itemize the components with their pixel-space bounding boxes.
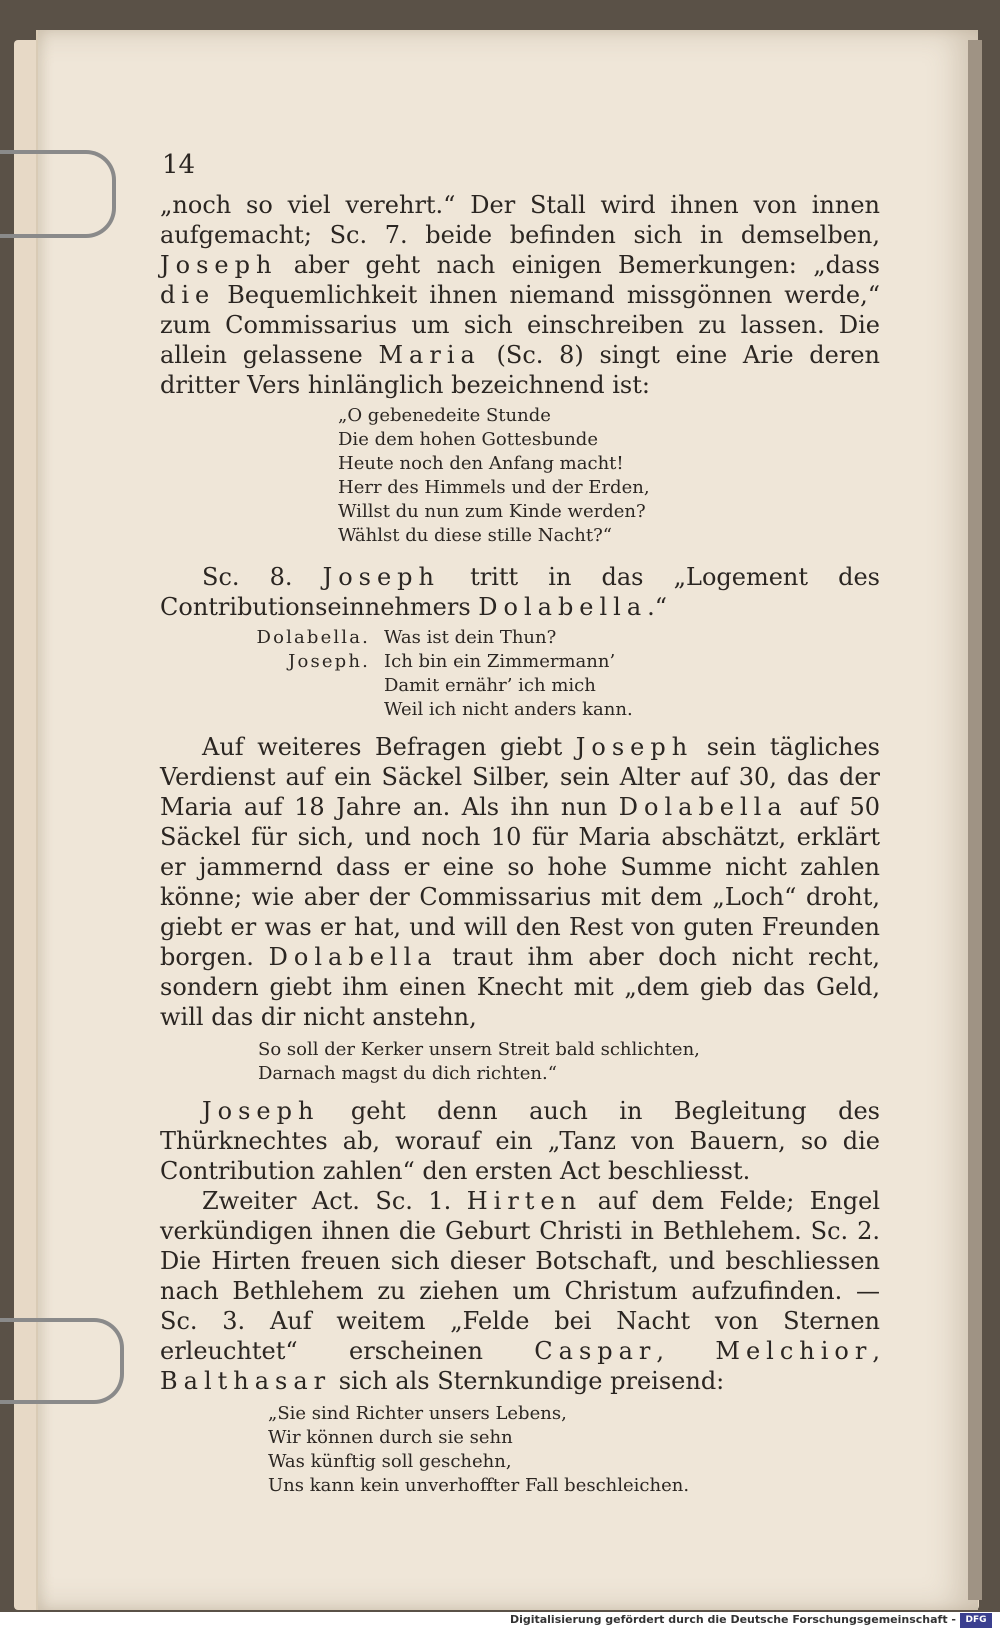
- prose-top: [160, 190, 880, 400]
- text-run: Sc. 8.: [202, 563, 323, 591]
- page-number: 14: [162, 150, 196, 180]
- dialogue-text: Damit ernähr’ ich mich: [384, 675, 596, 696]
- verse-line: „O gebenedeite Stunde: [338, 405, 551, 426]
- text-run: Zweiter Act. Sc. 1.: [202, 1187, 467, 1215]
- footer-bar: [0, 1612, 1000, 1631]
- text-run: sich als Sternkundige preisend:: [331, 1367, 725, 1395]
- text-run: geht denn auch in Begleitung des Thürknechtes ab, worauf ein „Tanz von Bauern, so die Contribution zahlen“ den ersten Act beschliesst.: [160, 1097, 880, 1185]
- verse-aria: [338, 404, 880, 548]
- text-run: Bequemlichkeit ihnen niemand missgönnen werde,“ zum Commissarius um sich einschreiben zu lassen. Die allein gelassene: [160, 281, 880, 369]
- dialogue-block: [160, 626, 880, 722]
- speaker: Joseph.: [288, 651, 370, 672]
- verse-line: Wählst du diese stille Nacht?“: [338, 525, 612, 546]
- text-run: sein tägliches Verdienst auf ein Säckel Silber, sein Alter auf 30, das der Maria auf 18 Jahre an. Als ihn nun: [160, 733, 880, 821]
- dialogue-text: Ich bin ein Zimmermann’: [384, 651, 616, 672]
- text-run: traut ihm aber doch nicht recht, sondern giebt ihm einen Knecht mit „dem gieb das Geld, will das dir nicht anstehn,: [160, 943, 880, 1031]
- verse-line: Darnach magst du dich richten.“: [258, 1063, 557, 1084]
- text-run: tritt in das „Logement des Contributionseinnehmers: [160, 563, 880, 621]
- verse-line: Was künftig soll geschehn,: [268, 1451, 512, 1472]
- paragraph: [160, 1096, 880, 1186]
- spaced-name: Melchior: [715, 1337, 873, 1365]
- paper-clip-top: [0, 150, 116, 238]
- verse-line: So soll der Kerker unsern Streit bald schlichten,: [258, 1039, 700, 1060]
- funding-credit: Digitalisierung gefördert durch die Deutsche Forschungsgemeinschaft -: [509, 1613, 956, 1626]
- paragraph: [160, 732, 880, 1032]
- verse-sternkundige: [268, 1402, 880, 1498]
- dialogue-line: [160, 626, 880, 650]
- speaker: [160, 674, 384, 698]
- text-run: Auf weiteres Befragen giebt: [202, 733, 576, 761]
- dialogue-line: [160, 698, 880, 722]
- speaker: [160, 698, 384, 722]
- verse-line: Herr des Himmels und der Erden,: [338, 477, 650, 498]
- page-text: [160, 150, 880, 1498]
- text-run: ,: [872, 1337, 880, 1365]
- paragraph: [160, 190, 880, 400]
- spaced-name: die: [160, 281, 216, 309]
- dialogue-text: Weil ich nicht anders kann.: [384, 699, 633, 720]
- spaced-name: Joseph: [202, 1097, 320, 1125]
- paper-clip-bottom: [0, 1318, 124, 1404]
- spaced-name: Dolabella: [478, 593, 648, 621]
- spaced-name: Hirten: [466, 1187, 583, 1215]
- text-run: .“: [647, 593, 668, 621]
- dialogue-line: [160, 650, 880, 674]
- prose-middle: [160, 732, 880, 1032]
- text-run: „noch so viel verehrt.“ Der Stall wird ihnen von innen aufgemacht; Sc. 7. beide befinden sich in demselben,: [160, 191, 880, 249]
- paragraph: [160, 562, 880, 622]
- spaced-name: Dolabella: [268, 943, 438, 971]
- spaced-name: Dolabella: [618, 793, 788, 821]
- text-run: ,: [656, 1337, 716, 1365]
- dfg-logo-icon: DFG: [960, 1613, 992, 1628]
- prose-sc8: [160, 562, 880, 622]
- dialogue-line: [160, 674, 880, 698]
- text-run: (Sc. 8) singt eine Arie deren dritter Vers hinlänglich bezeichnend ist:: [160, 341, 880, 399]
- verse-line: Willst du nun zum Kinde werden?: [338, 501, 646, 522]
- spaced-name: Balthasar: [160, 1367, 332, 1395]
- verse-line: Wir können durch sie sehn: [268, 1427, 513, 1448]
- verse-kerker: [258, 1038, 880, 1086]
- spaced-name: Joseph: [160, 251, 278, 279]
- verse-line: Heute noch den Anfang macht!: [338, 453, 624, 474]
- text-run: aber geht nach einigen Bemerkungen: „dass: [277, 251, 880, 279]
- spaced-name: Joseph: [322, 563, 441, 591]
- prose-bottom: [160, 1096, 880, 1396]
- text-run: auf dem Felde; Engel verkündigen ihnen die Geburt Christi in Bethlehem. Sc. 2. Die Hirten freuen sich dieser Botschaft, und beschliessen nach Bethlehem zu ziehen um Christum aufzufinden. — Sc. 3. Auf weitem „Felde bei Nacht von Sternen erleuchtet“ erscheinen: [160, 1187, 881, 1365]
- verse-line: „Sie sind Richter unsers Lebens,: [268, 1403, 567, 1424]
- verse-line: Uns kann kein unverhoffter Fall beschleichen.: [268, 1475, 690, 1496]
- spaced-name: Maria: [378, 341, 481, 369]
- text-run: auf 50 Säckel für sich, und noch 10 für Maria abschätzt, erklärt er jammernd dass er eine so hohe Summe nicht zahlen könne; wie aber der Commissarius mit dem „Loch“ droht, giebt er was er hat, und will den Rest von guten Freunden borgen.: [160, 793, 880, 971]
- spaced-name: Caspar: [534, 1337, 657, 1365]
- paragraph: [160, 1186, 880, 1396]
- dialogue-text: Was ist dein Thun?: [384, 627, 557, 648]
- verse-line: Die dem hohen Gottesbunde: [338, 429, 598, 450]
- speaker: Dolabella.: [256, 627, 370, 648]
- spaced-name: Joseph: [575, 733, 694, 761]
- book-right-edge: [968, 40, 982, 1600]
